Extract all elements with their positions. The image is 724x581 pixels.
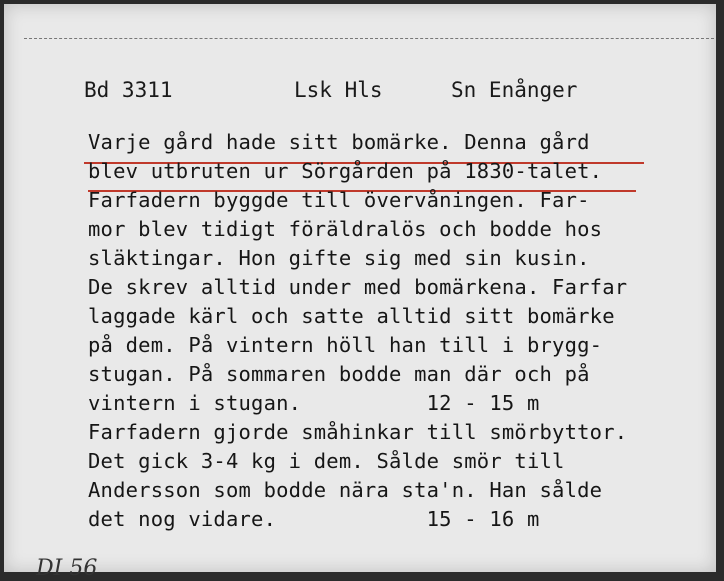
parish-code: Lsk Hls [294,78,383,102]
text-line-8: på dem. På vintern höll han till i brygg- [88,333,603,357]
handwritten-note: DI 56 [36,556,98,581]
text-line-12: Det gick 3-4 kg i dem. Sålde smör till [88,449,565,473]
text-line-4: mor blev tidigt föräldralös och bodde hos [88,217,603,241]
text-line-7: laggade kärl och satte alltid sitt bomärke [88,304,615,328]
text-line-5: släktingar. Hon gifte sig med sin kusin. [88,246,590,270]
top-rule [24,38,714,39]
text-line-9: stugan. På sommaren bodde man där och på [88,362,590,386]
record-id: Bd 3311 [84,78,173,102]
place-name: Sn Enånger [451,78,578,102]
text-line-14: det nog vidare. 15 - 16 m [88,507,540,531]
text-line-13: Andersson som bodde nära sta'n. Han sålde [88,478,603,502]
text-line-11: Farfadern gjorde småhinkar till smörbyttor. [88,420,628,444]
text-line-3: Farfadern byggde till övervåningen. Far- [88,188,590,212]
text-line-10: vintern i stugan. 12 - 15 m [88,391,540,415]
text-line-2: blev utbruten ur Sörgården på 1830-talet. [88,159,603,183]
text-line-6: De skrev alltid under med bomärkena. Farfar [88,275,628,299]
text-line-1: Varje gård hade sitt bomärke. Denna gård [88,130,590,154]
index-card [4,4,716,581]
